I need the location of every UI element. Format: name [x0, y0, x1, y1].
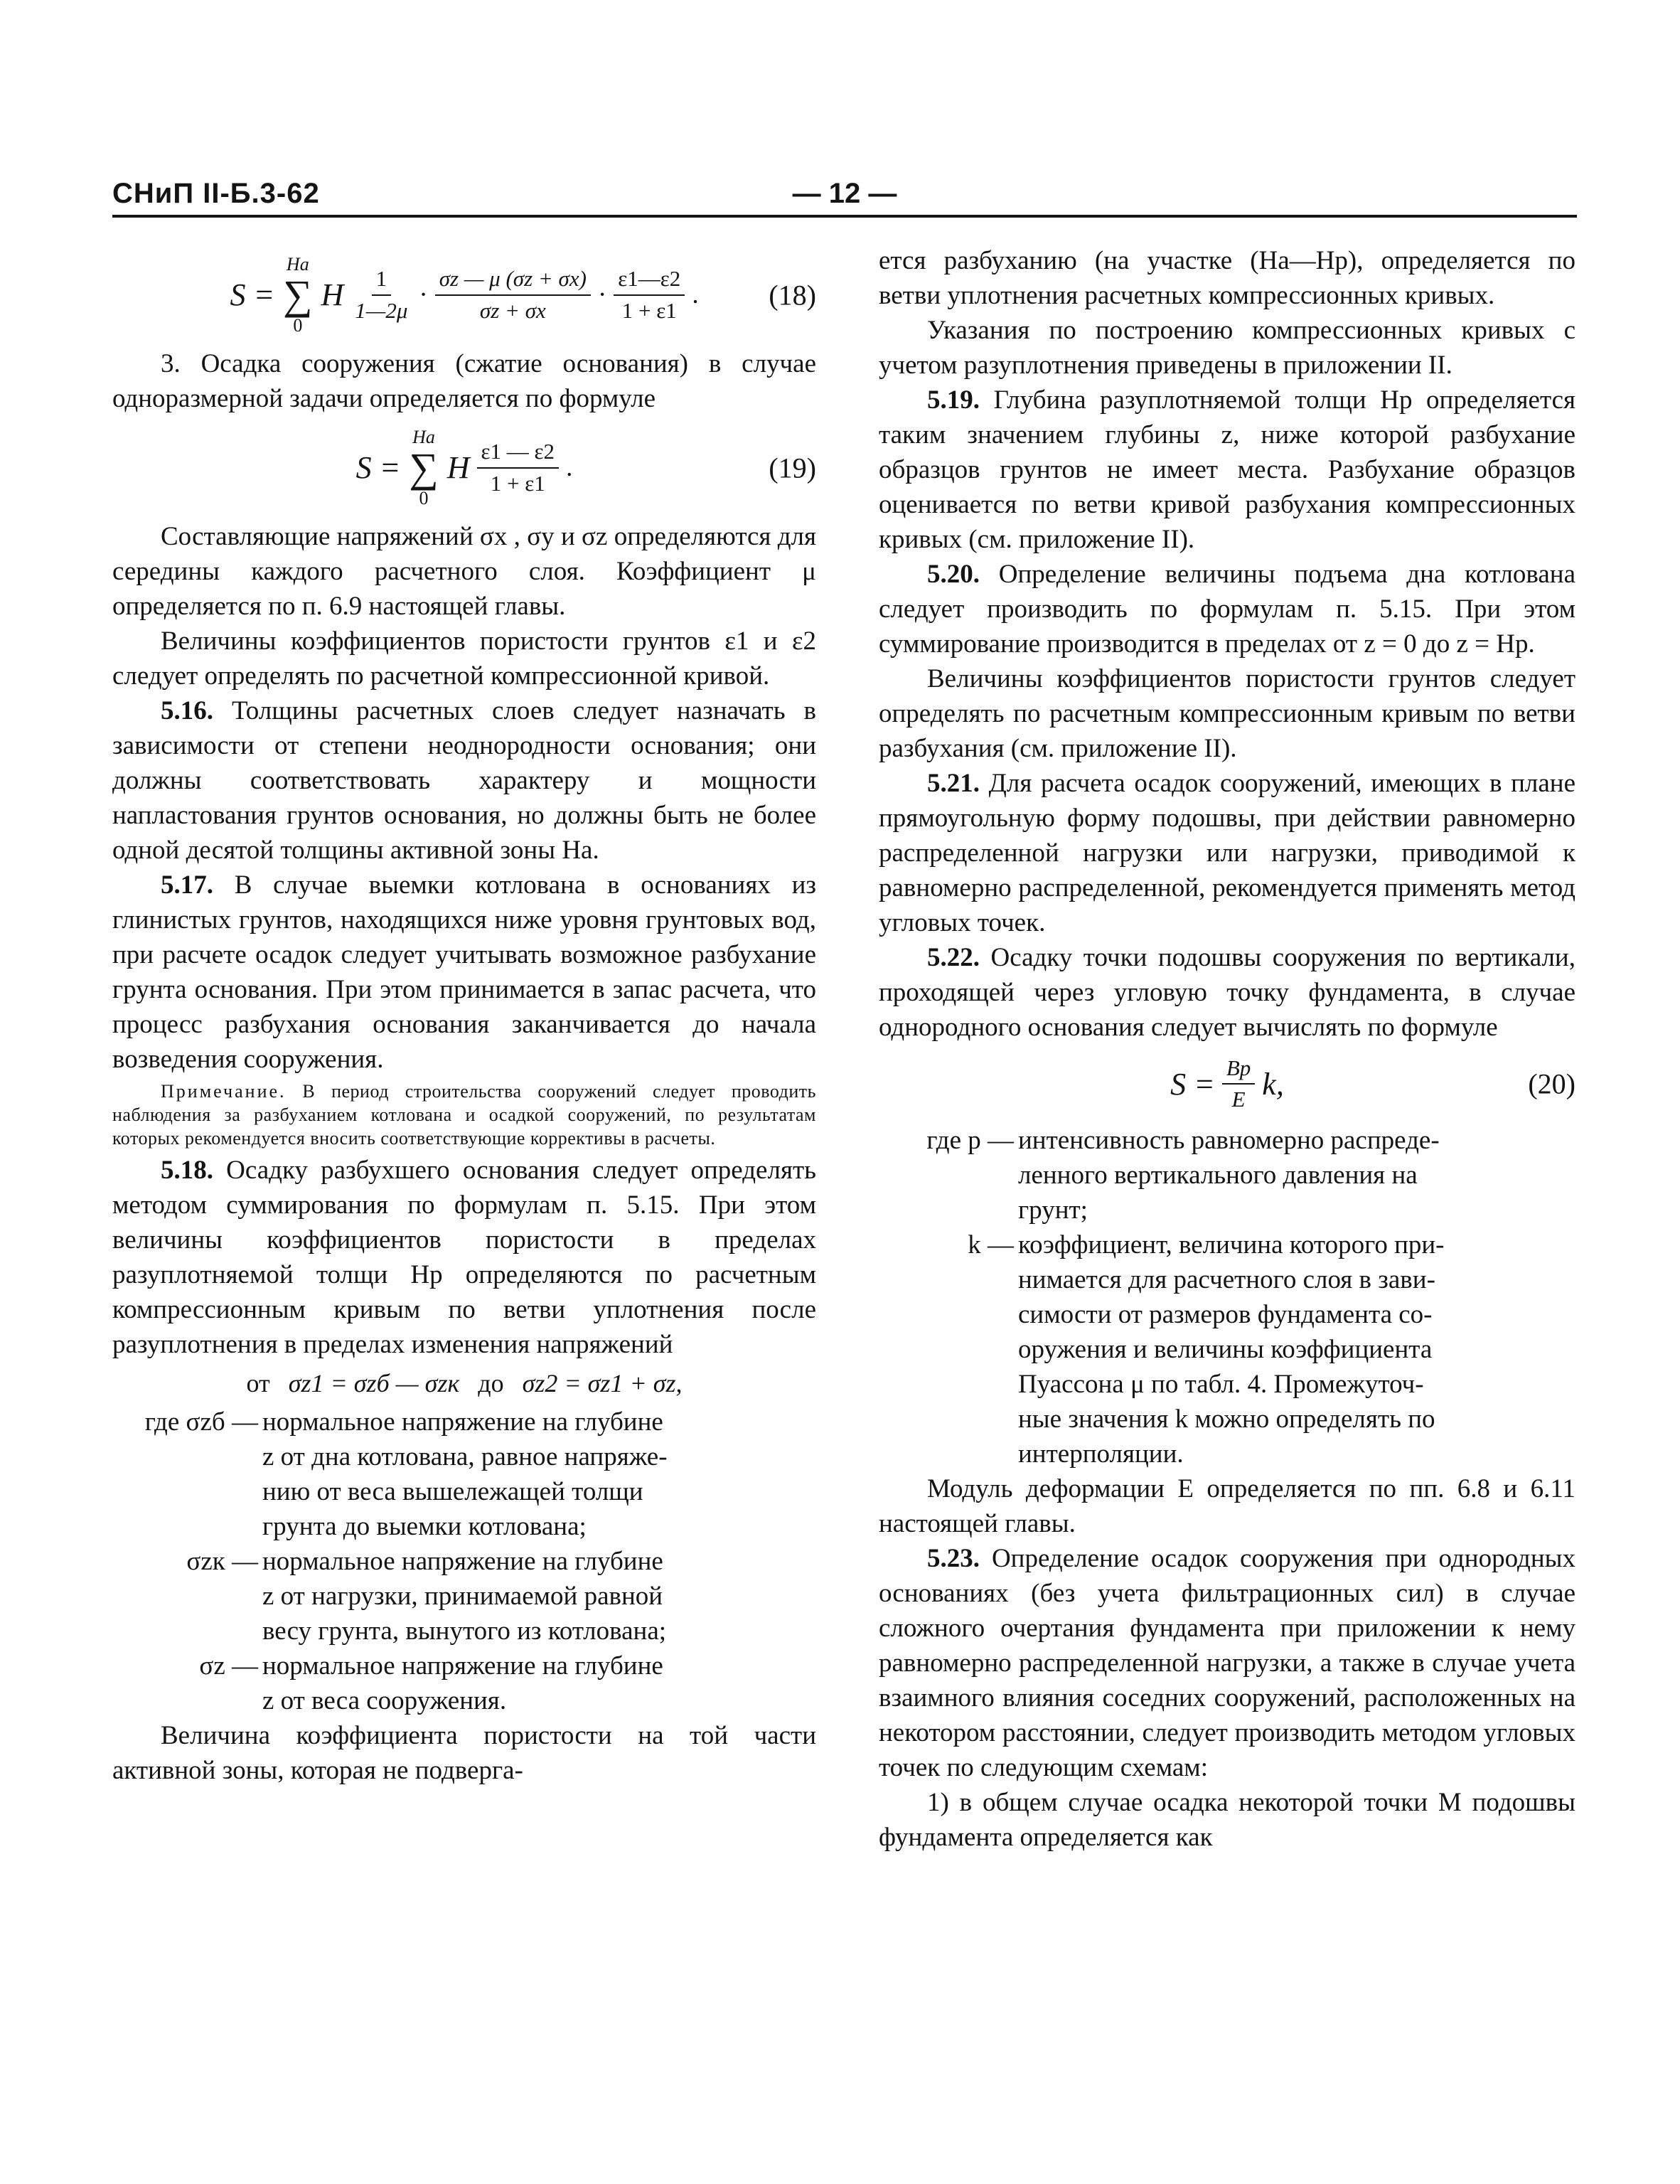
sum-symbol: Hа ∑ 0 — [283, 253, 313, 336]
sum-symbol: Hа ∑ 0 — [409, 426, 439, 508]
formula-19: S = Hа ∑ 0 H $\frac{\varepsilon 1 — \varepsilon 2}{1 + \varepsilon 1}$ . (19) — [355, 426, 816, 508]
clause-5-19: 5.19. Глубина разуплотняемой толщи Hр определяется таким значением глубины z, ниже которой разбухание образцов грунтов не имеет места. Разбухание образцов оценивается по ветви кривой разбухания компрессионных кривых (см. приложение II). — [879, 385, 1576, 554]
definition-item: σz — нормальное напряжение на глубине z от веса сооружения. — [199, 1651, 663, 1715]
clause-5-21: 5.21. Для расчета осадок сооружений, имеющих в плане прямоугольную форму подошвы, при действии равномерно распределенной нагрузки или нагрузки, приводимой к равномерно распределенной, рекомендуется применять метод угловых точек. — [879, 769, 1576, 937]
formula-lhs: S = — [230, 277, 275, 312]
definition-item: где σzб — нормальное напряжение на глубине z от дна котлована, равное напряже- нию от веса вышележащей толщи грунта до выемки котлована; — [144, 1407, 668, 1541]
sum-lower-limit: 0 — [293, 314, 303, 336]
standard-code: СНиП II-Б.3-62 — [112, 178, 320, 209]
formula-20: S = $\frac{Bp}{E}$ k, (20) — [1170, 1055, 1575, 1112]
formula-18: S = Hа ∑ 0 H $\frac{1}{1—2\mu}$ · $\frac{\sigma z — \mu (\sigma z + \sigma x)}{\sigma z + \sigma x}$ · $\frac{\varepsilon 1—\varepsilon 2}{1 + \varepsilon 1}$ . (18) — [230, 253, 816, 336]
page-number: — 12 — — [792, 178, 897, 209]
paragraph-continued: ется разбуханию (на участке (Hа—Hр), определяется по ветви уплотнения расчетных компрессионных кривых. — [879, 246, 1575, 310]
sum-upper-limit: Hа — [286, 253, 309, 275]
definition-item: где p — интенсивность равномерно распреде- ленного вертикального давления на грунт; — [926, 1126, 1440, 1225]
clause-5-17: 5.17. В случае выемки котлована в основаниях из глинистых грунтов, находящихся ниже уровня грунтовых вод, при расчете осадок следует учитывать возможное разбухание грунта основания. При этом принимается в запас расчета, что процесс разбухания основания заканчивается до начала возведения сооружения. — [112, 870, 816, 1074]
formula-var: H — [321, 277, 344, 312]
paragraph-instructions: Указания по построению компрессионных кривых с учетом разуплотнения приведены в приложении II. — [879, 316, 1575, 380]
stress-range: от σz1 = σzб — σzк до σz2 = σz1 + σz, — [246, 1369, 683, 1397]
fraction-1: $\frac{1}{1—2\mu}$ — [355, 266, 408, 323]
formula-lhs: S = — [355, 450, 401, 485]
definitions-left — [112, 1405, 816, 1718]
formula-number: (20) — [1528, 1067, 1575, 1100]
header-rule — [112, 215, 1577, 218]
fraction: $\frac{\varepsilon 1 — \varepsilon 2}{1 + \varepsilon 1}$ — [477, 440, 560, 495]
fraction-2: $\frac{\sigma z — \mu (\sigma z + \sigma x)}{\sigma z + \sigma x}$ — [435, 267, 591, 322]
paragraph-porosity-2: Величины коэффициентов пористости грунтов следует определять по расчетным компрессионным кривым по ветви разбухания (см. приложение II). — [879, 664, 1575, 763]
formula-number: (18) — [769, 279, 816, 311]
formula-number: (19) — [769, 452, 816, 484]
clause-5-20: 5.20. Определение величины подъема дна котлована следует производить по формулам п. 5.15. При этом суммирование производится в пределах от z = 0 до z = Hр. — [879, 560, 1575, 659]
definition-item: σzк — нормальное напряжение на глубине z от нагрузки, принимаемой равной весу грунта, вынутого из котлована; — [186, 1547, 667, 1646]
clause-5-23: 5.23. Определение осадок сооружения при однородных основаниях (без учета фильтрационных сил) в случае сложного очертания фундамента при приложении к нему равномерно распределенной нагрузки, а также в случае учета взаимного влияния соседних сооружений, расположенных на некотором расстоянии, следует производить методом угловых точек по следующим схемам: — [879, 1544, 1576, 1782]
fraction: $\frac{Bp}{E}$ — [1222, 1056, 1255, 1112]
page-header — [112, 178, 1577, 213]
fraction-3: $\frac{\varepsilon 1—\varepsilon 2}{1 + \varepsilon 1}$ — [614, 267, 685, 322]
paragraph-modulus: Модуль деформации E определяется по пп. 6.8 и 6.11 настоящей главы. — [879, 1474, 1575, 1538]
clause-5-22: 5.22. Осадку точки подошвы сооружения по вертикали, проходящей через угловую точку фундамента, в случае однородного основания следует вычислять по формуле — [879, 943, 1575, 1042]
clause-5-16: 5.16. Толщины расчетных слоев следует назначать в зависимости от степени неоднородности основания; они должны соответствовать характеру и мощности напластования грунтов основания, но должны быть не более одной десятой толщины активной зоны Hа. — [112, 696, 817, 865]
definitions-right — [879, 1123, 1575, 1471]
definition-item: k — коэффициент, величина которого при- нимается для расчетного слоя в зави- симости от размеров фундамента со- оружения и величины коэффициента Пуассона μ по табл. 4. Промежуточ- ные значения k можно определять по интерполяции. — [968, 1230, 1445, 1469]
paragraph-3: 3. Осадка сооружения (сжатие основания) в случае одноразмерной задачи определяется по формуле — [112, 349, 816, 413]
paragraph-last-left: Величина коэффициента пористости на той части активной зоны, которая не подверга- — [112, 1721, 816, 1785]
right-column — [879, 243, 1575, 1855]
list-item-1: 1) в общем случае осадка некоторой точки M подошвы фундамента определяется как — [879, 1788, 1575, 1852]
paragraph-stresses: Составляющие напряжений σx , σy и σz определяются для середины каждого расчетного слоя. Коэффициент μ определяется по п. 6.9 настоящей главы. — [112, 522, 816, 621]
note: Примечание. В период строительства сооружений следует проводить наблюдения за разбуханием котлована и осадкой сооружений, по результатам которых рекомендуется вносить соответствующие коррективы в расчеты. — [112, 1081, 816, 1149]
left-column — [112, 243, 816, 1788]
clause-5-18: 5.18. Осадку разбухшего основания следует определять методом суммирования по формулам п. 5.15. При этом величины коэффициентов пористости в пределах разуплотняемой толщи Hр определяются по расчетным компрессионным кривым по ветви уплотнения после разуплотнения в пределах изменения напряжений — [112, 1156, 817, 1359]
paragraph-porosity: Величины коэффициентов пористости грунтов ε1 и ε2 следует определять по расчетной компрессионной кривой. — [112, 627, 816, 691]
